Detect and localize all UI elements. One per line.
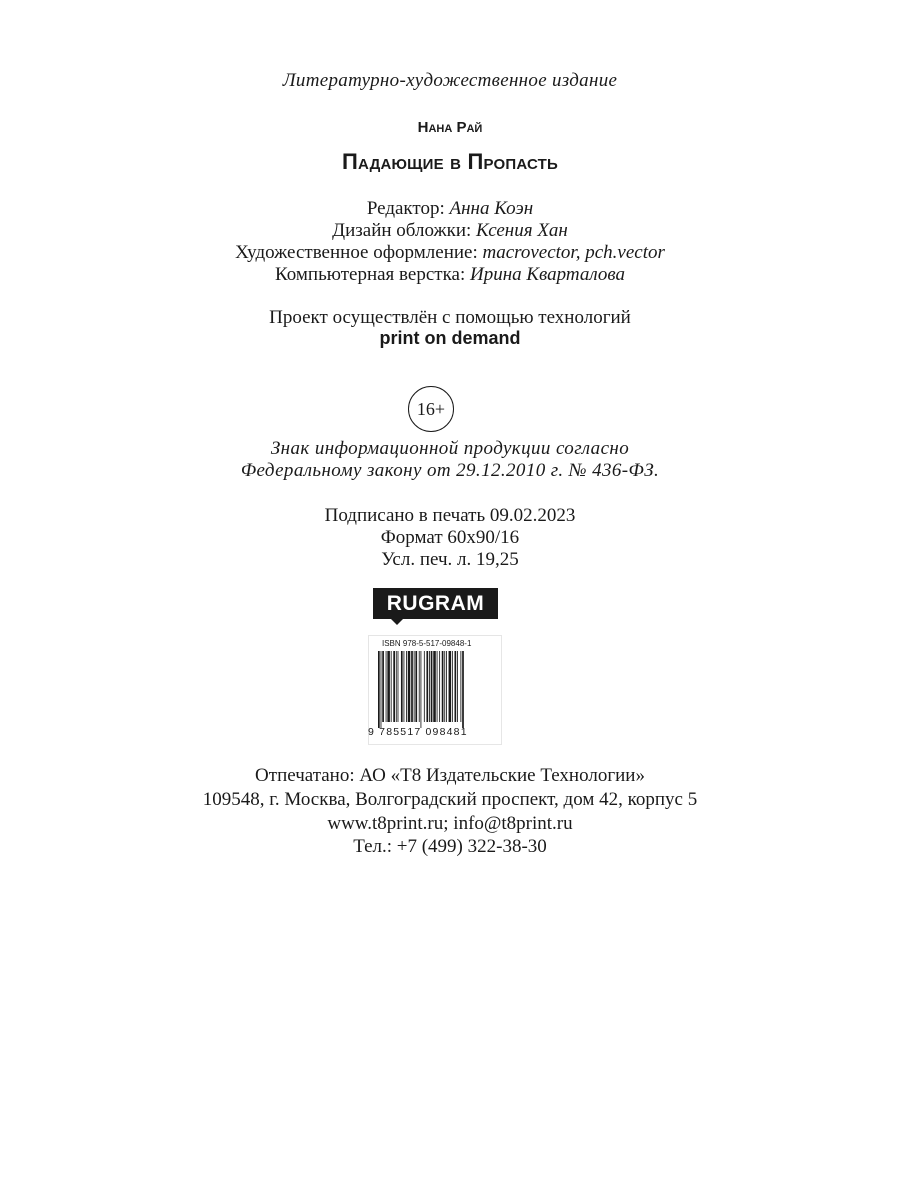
barcode-bar — [429, 651, 430, 722]
barcode-bar — [449, 651, 452, 722]
age-rating-badge: 16+ — [408, 386, 454, 432]
barcode-bar — [406, 651, 407, 722]
barcode-bar — [382, 651, 384, 722]
genre-label: Литературно-художественное издание — [282, 70, 618, 91]
credit-value: Анна Коэн — [449, 198, 534, 219]
credit-label: Художественное оформление: — [235, 242, 483, 263]
barcode-bar — [391, 651, 392, 722]
credit-value: Ксения Хан — [476, 220, 568, 241]
barcode-bar — [452, 651, 453, 722]
print-sheets: Усл. печ. л. 19,25 — [381, 549, 519, 570]
barcode-bar — [386, 651, 387, 722]
print-format: Формат 60х90/16 — [380, 527, 520, 548]
barcode-digits: 9 785517 098481 — [368, 726, 468, 738]
barcode-bar — [457, 651, 458, 722]
printer-name: Отпечатано: АО «Т8 Издательские Технологии» — [255, 765, 645, 786]
barcode-bar — [462, 651, 464, 728]
barcode-bar — [442, 651, 444, 722]
printer-web: www.t8print.ru; info@t8print.ru — [327, 813, 573, 834]
barcode-bar — [460, 651, 461, 722]
printer-phone: Тел.: +7 (499) 322-38-30 — [353, 836, 547, 857]
barcode-bars — [378, 651, 490, 728]
publisher-logo: RUGRAM — [373, 588, 498, 619]
barcode-bar — [433, 651, 436, 722]
barcode-bar — [398, 651, 399, 722]
credit-value: Ирина Кварталова — [469, 264, 625, 285]
barcode-bar — [419, 651, 420, 722]
book-title: Падающие в Пропасть — [341, 149, 559, 174]
credit-editor — [0, 198, 900, 220]
print-on-demand-label: print on demand — [379, 328, 521, 348]
barcode-bar — [421, 651, 422, 728]
credit-art-design — [0, 242, 900, 264]
printer-address: 109548, г. Москва, Волгоградский проспект, дом 42, корпус 5 — [202, 789, 698, 810]
credit-cover-design — [0, 220, 900, 242]
publisher-logo-notch — [391, 619, 403, 625]
print-signed-date: Подписано в печать 09.02.2023 — [324, 505, 576, 526]
barcode-bar — [411, 651, 413, 722]
author-name: Нана Рай — [417, 119, 483, 136]
project-note: Проект осуществлён с помощью технологий — [269, 307, 631, 328]
isbn-label: ISBN 978-5-517-09848-1 — [382, 639, 472, 648]
barcode-bar — [401, 651, 403, 722]
barcode-bar — [396, 651, 397, 722]
barcode-bar — [444, 651, 445, 722]
barcode-bar — [387, 651, 390, 722]
barcode-bar — [415, 651, 417, 722]
credit-label: Редактор: — [366, 198, 450, 219]
credit-value: macrovector, pch.vector — [482, 242, 665, 263]
barcode-bar — [431, 651, 433, 722]
barcode-bar — [437, 651, 438, 722]
law-note-line-2: Федеральному закону от 29.12.2010 г. № 436-ФЗ. — [240, 460, 660, 481]
law-note-line-1: Знак информационной продукции согласно — [270, 438, 630, 459]
barcode-bar — [426, 651, 428, 722]
barcode-bar — [408, 651, 411, 722]
barcode-bar — [381, 651, 382, 728]
barcode-bar — [404, 651, 405, 722]
barcode-bar — [414, 651, 415, 722]
barcode-bar — [446, 651, 447, 722]
credit-label: Компьютерная верстка: — [275, 264, 470, 285]
barcode-bar — [439, 651, 440, 722]
credit-label: Дизайн обложки: — [332, 220, 477, 241]
credit-layout — [0, 264, 900, 286]
barcode-bar — [378, 651, 380, 728]
barcode-bar — [455, 651, 457, 722]
barcode-bar — [424, 651, 425, 722]
barcode-bar — [393, 651, 395, 722]
